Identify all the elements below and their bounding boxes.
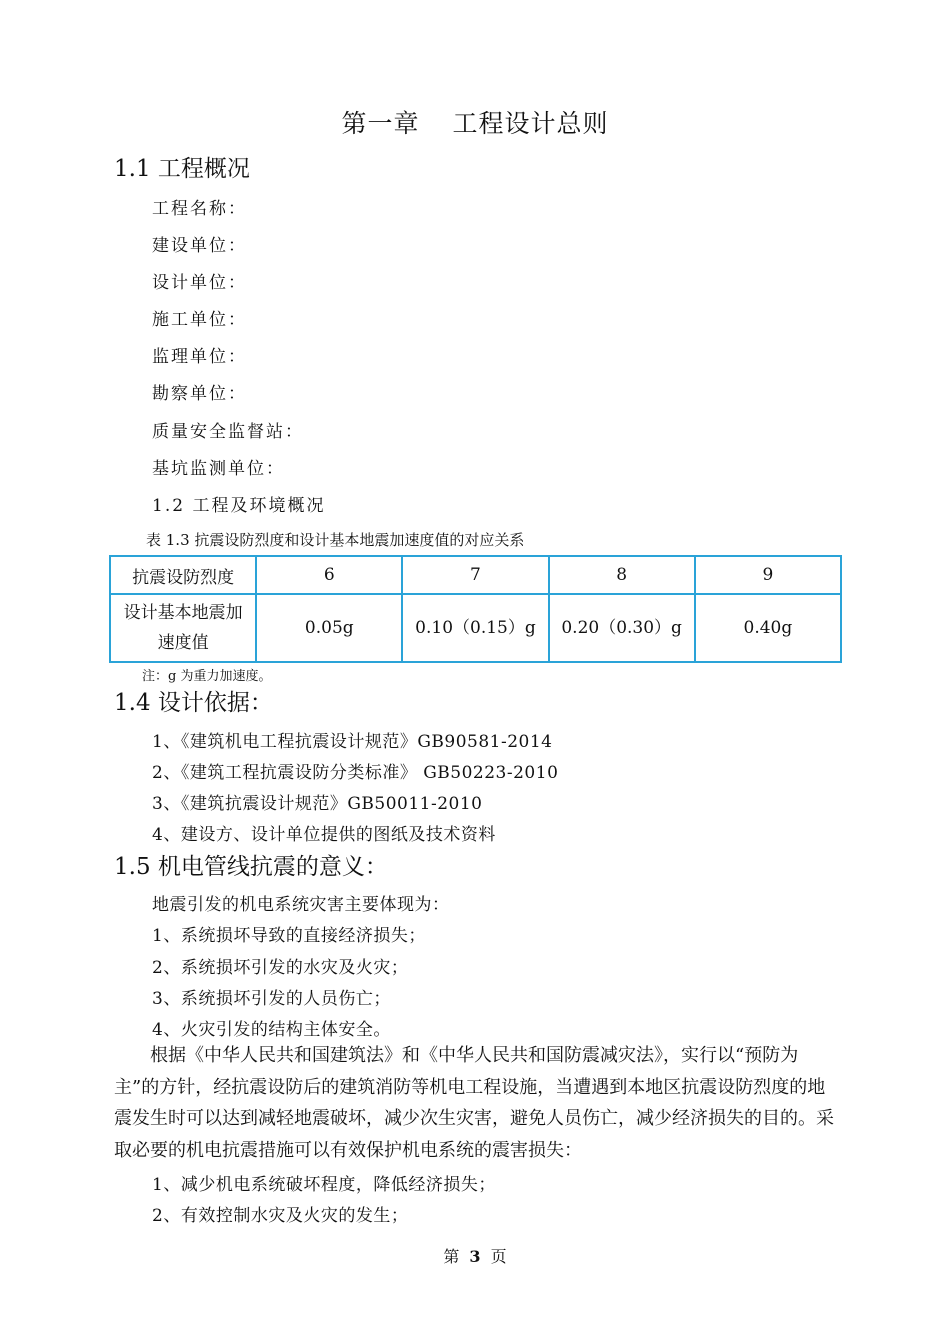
header-line: 速度值 — [157, 633, 209, 653]
table-cell: 6 — [256, 556, 402, 594]
list-item: 2、系统损坏引发的水灾及火灾； — [152, 958, 409, 978]
section-1-2-title: 1.2 工程及环境概况 — [152, 496, 326, 516]
list-item: 4、火灾引发的结构主体安全。 — [152, 1020, 391, 1040]
contractor-label: 施工单位： — [152, 310, 247, 330]
design-unit-label: 设计单位： — [152, 273, 247, 293]
section-1-4-title: 1.4 设计依据： — [114, 690, 273, 716]
table-caption: 表 1.3 抗震设防烈度和设计基本地震加速度值的对应关系 — [146, 531, 525, 549]
table-header-cell: 抗震设防烈度 — [110, 556, 256, 594]
table-cell: 0.40g — [695, 594, 841, 662]
header-line: 设计基本地震加 — [123, 603, 243, 623]
reference-item: 3、《建筑抗震设计规范》GB50011-2010 — [152, 794, 483, 814]
footer-prefix: 第 — [443, 1247, 460, 1266]
list-item: 地震引发的机电系统灾害主要体现为： — [152, 895, 450, 915]
construction-owner-label: 建设单位： — [152, 236, 247, 256]
chapter-name: 工程设计总则 — [452, 109, 609, 138]
table-cell: 0.05g — [256, 594, 402, 662]
section-1-5-title: 1.5 机电管线抗震的意义： — [114, 854, 388, 880]
supervisor-label: 监理单位： — [152, 347, 247, 367]
table-row — [110, 556, 841, 594]
body-paragraph: 根据《中华人民共和国建筑法》和《中华人民共和国防震减灾法》，实行以“预防为主”的方针，经抗震设防后的建筑消防等机电工程设施，当遭遇到本地区抗震设防烈度的地震发生时可以达到减轻地震破坏，减少次生灾害，避免人员伤亡，减少经济损失的目的。采取必要的机电抗震措施可以有效保护机电系统的震害损失： — [114, 1045, 834, 1161]
list-item: 3、系统损坏引发的人员伤亡； — [152, 989, 391, 1009]
table-cell: 0.20（0.30）g — [549, 594, 695, 662]
page-footer — [0, 1244, 950, 1267]
table-cell: 8 — [549, 556, 695, 594]
table-row — [110, 594, 841, 662]
table-note: 注：g 为重力加速度。 — [142, 669, 272, 684]
reference-item: 1、《建筑机电工程抗震设计规范》GB90581-2014 — [152, 732, 553, 752]
seismic-table — [109, 555, 842, 663]
table-cell: 7 — [402, 556, 548, 594]
section-1-1-title: 1.1 工程概况 — [114, 156, 250, 182]
quality-station-label: 质量安全监督站： — [152, 422, 304, 442]
reference-item: 2、《建筑工程抗震设防分类标准》 GB50223-2010 — [152, 763, 559, 783]
project-name-label: 工程名称： — [152, 199, 247, 219]
list-item: 2、有效控制水灾及火灾的发生； — [152, 1206, 409, 1226]
table-cell: 0.10（0.15）g — [402, 594, 548, 662]
table-header-cell — [110, 594, 256, 662]
list-item: 1、减少机电系统破坏程度，降低经济损失； — [152, 1175, 496, 1195]
table-cell: 9 — [695, 556, 841, 594]
footer-suffix: 页 — [490, 1247, 507, 1266]
chapter-number: 第一章 — [341, 109, 420, 138]
reference-item: 4、建设方、设计单位提供的图纸及技术资料 — [152, 825, 496, 845]
survey-unit-label: 勘察单位： — [152, 384, 247, 404]
chapter-title — [0, 104, 950, 140]
list-item: 1、系统损坏导致的直接经济损失； — [152, 926, 426, 946]
pit-monitoring-label: 基坑监测单位： — [152, 459, 285, 479]
page-number: 3 — [469, 1247, 481, 1266]
